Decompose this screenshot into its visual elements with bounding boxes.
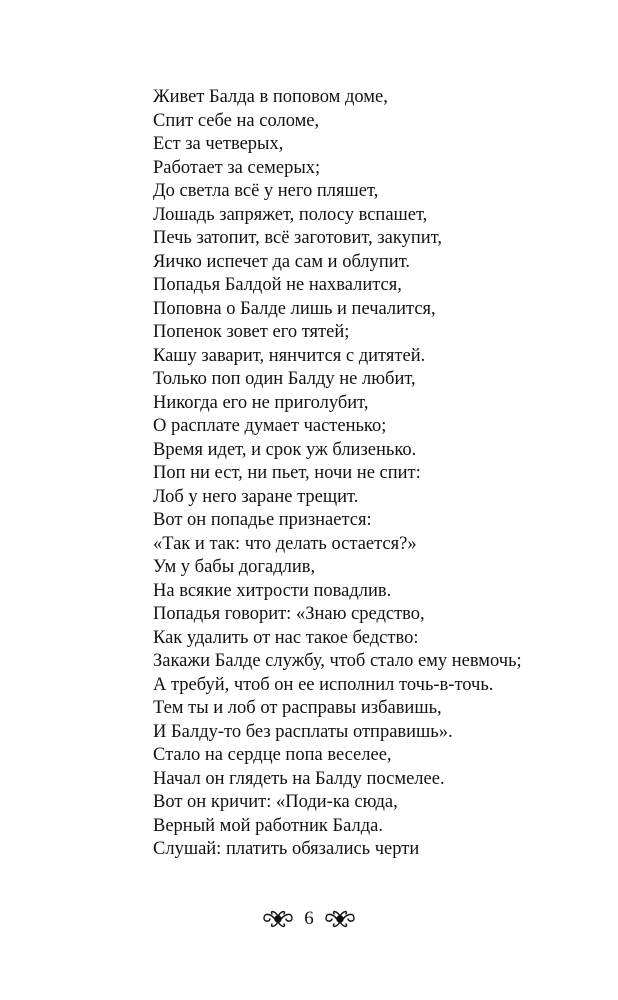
- poem-line: Яичко испечет да сам и облупит.: [153, 251, 411, 272]
- poem-line: Как удалить от нас такое бедство:: [153, 627, 419, 648]
- poem-line: Лошадь запряжет, полосу вспашет,: [153, 204, 428, 225]
- poem-line: Ест за четверых,: [153, 134, 284, 154]
- poem-line: Стало на сердце попа веселее,: [153, 745, 392, 765]
- poem-line: До светла всё у него пляшет,: [153, 181, 379, 201]
- poem-line: Поповна о Балде лишь и печалится,: [153, 298, 436, 319]
- poem-line: Кашу заварит, нянчится с дитятей.: [153, 345, 426, 366]
- poem-line: Попадья Балдой не нахвалится,: [153, 275, 402, 295]
- poem-line: Попенок зовет его тятей;: [153, 322, 350, 342]
- poem-line: Спит себе на соломе,: [153, 110, 320, 131]
- poem-line: На всякие хитрости повадлив.: [153, 580, 392, 601]
- poem-line: Закажи Балде службу, чтоб стало ему невмочь;: [153, 651, 522, 671]
- poem-line: Ум у бабы догадлив,: [153, 557, 316, 577]
- poem-line: Поп ни ест, ни пьет, ночи не спит:: [153, 463, 421, 483]
- poem-line: «Так и так: что делать остается?»: [153, 533, 417, 554]
- poem-line: Время идет, и срок уж близенько.: [153, 439, 417, 460]
- poem-line: Вот он кричит: «Поди-ка сюда,: [153, 792, 398, 812]
- poem-line: Слушай: платить обязались черти: [153, 839, 420, 859]
- poem-line: Тем ты и лоб от расправы избавишь,: [153, 698, 442, 718]
- page-footer: [0, 904, 618, 934]
- floral-ornament-icon: [261, 909, 295, 929]
- page-number: 6: [304, 908, 314, 929]
- poem-line: Вот он попадье признается:: [153, 510, 372, 530]
- poem-text: [153, 86, 522, 862]
- poem-line: Начал он глядеть на Балду посмелее.: [153, 768, 445, 789]
- poem-line: Работает за семерых;: [153, 157, 321, 178]
- poem-line: Попадья говорит: «Знаю средство,: [153, 604, 425, 624]
- poem-line: А требуй, чтоб он ее исполнил точь-в-точь.: [153, 674, 494, 695]
- poem-line: Лоб у него заране трещит.: [153, 486, 359, 507]
- poem-line: Никогда его не приголубит,: [153, 392, 369, 413]
- poem-line: Живет Балда в поповом доме,: [153, 87, 388, 107]
- poem-line: Только поп один Балду не любит,: [153, 369, 416, 389]
- poem-line: И Балду-то без расплаты отправишь».: [153, 721, 453, 742]
- poem-line: Верный мой работник Балда.: [153, 815, 383, 836]
- poem-line: Печь затопит, всё заготовит, закупит,: [153, 228, 442, 248]
- poem-line: О расплате думает частенько;: [153, 416, 387, 436]
- floral-ornament-icon: [323, 909, 357, 929]
